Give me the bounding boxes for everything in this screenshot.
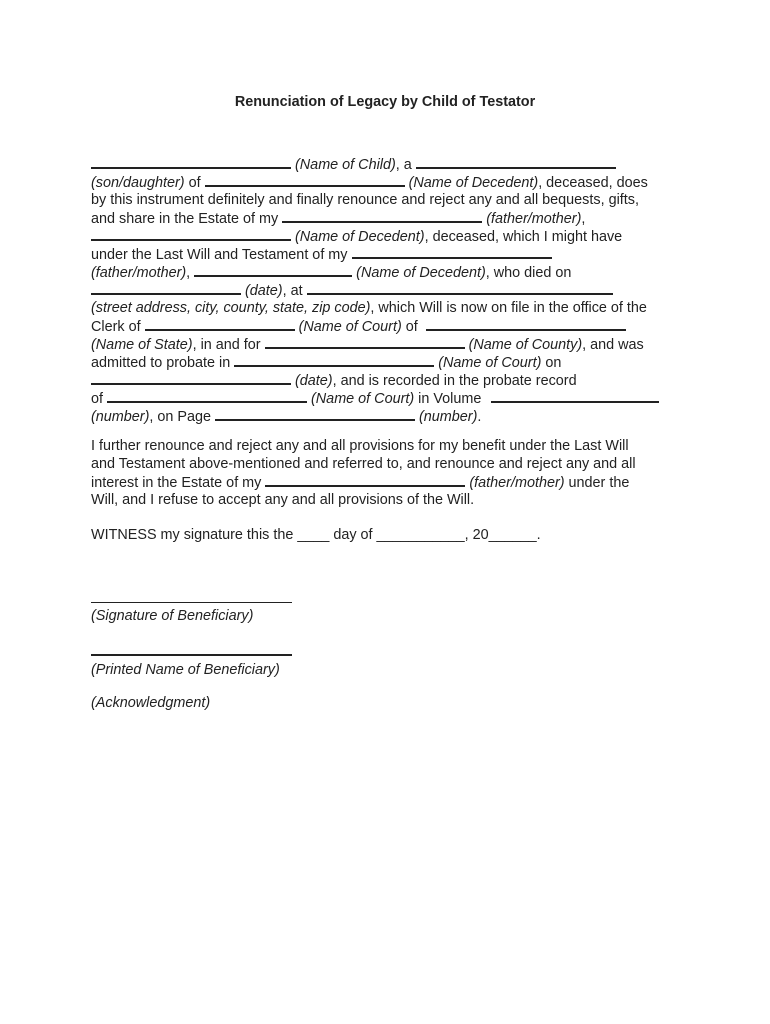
label-name-of-state: (Name of State) [91,337,193,353]
label-printed-name: (Printed Name of Beneficiary) [91,662,280,678]
text-recorded: , and is recorded in the probate record [332,373,577,389]
label-date-2: (date) [295,373,333,389]
blank-probate-date[interactable] [91,371,291,385]
text-of-start: of [91,391,107,407]
label-father-mother-1: (father/mother) [486,211,582,227]
text-who-died: , who died on [485,265,572,281]
text-deceased-which: , deceased, which I might have [424,229,623,245]
para1-line6 [91,245,552,264]
label-name-of-court-2: (Name of Court) [438,355,542,371]
para1-line10 [91,317,626,336]
text-share-estate: and share in the Estate of my [91,211,283,227]
para1-line13 [91,371,577,390]
document-title: Renunciation of Legacy by Child of Testator [234,94,536,110]
text-period: . [477,409,482,425]
para2-line1: I further renounce and reject any and all provisions for my benefit under the Last Will [91,438,629,454]
text-admitted: admitted to probate in [91,355,235,371]
label-name-of-county: (Name of County) [468,337,583,353]
label-street-address: (street address, city, county, state, zip code) [91,300,371,316]
para2-line4: Will, and I refuse to accept any and all provisions of the Will. [91,492,475,508]
text-of-short: of [401,319,418,335]
label-name-of-decedent-2: (Name of Decedent) [295,229,425,245]
blank-decedent-name-3[interactable] [194,263,352,277]
blank-parent-name-2[interactable] [352,245,552,259]
blank-state-name[interactable] [426,317,626,331]
label-number-2: (number) [419,409,478,425]
label-number-1: (number) [91,409,150,425]
label-son-daughter: (son/daughter) [91,175,185,191]
text-will-on-file: , which Will is now on file in the office of the [370,300,647,316]
blank-volume-number[interactable] [491,389,659,403]
para1-line2 [91,173,648,192]
para1-line4 [91,209,585,228]
text-clerk-of: Clerk of [91,319,145,335]
text-comma-2: , [186,265,191,281]
para2-line3 [91,473,629,492]
label-name-of-child: (Name of Child) [295,157,396,173]
blank-county-name[interactable] [265,335,465,349]
blank-parent-name-3[interactable] [265,473,465,487]
text-in-volume: in Volume [414,391,482,407]
blank-court-name-2[interactable] [234,353,434,367]
text-on: on [541,355,562,371]
blank-decedent-name-2[interactable] [91,227,291,241]
text-comma-1: , [581,211,586,227]
para2-line2: and Testament above-mentioned and referred to, and renounce and reject any and all [91,456,636,472]
blank-relationship[interactable] [416,155,616,169]
signature-caption [91,607,253,625]
para1-line3: by this instrument definitely and finally renounce and reject any and all bequests, gifts, [91,192,639,208]
label-date-1: (date) [245,283,283,299]
label-name-of-court-3: (Name of Court) [311,391,415,407]
blank-child-name[interactable] [91,155,291,169]
text-in-and-for: , in and for [192,337,265,353]
para1-line12 [91,353,561,372]
blank-court-name-1[interactable] [145,317,295,331]
para1-line14 [91,389,659,408]
label-father-mother-3: (father/mother) [469,475,565,491]
blank-court-name-3[interactable] [107,389,307,403]
para1-line11 [91,335,644,354]
text-interest-estate: interest in the Estate of my [91,475,266,491]
label-name-of-decedent-3: (Name of Decedent) [356,265,486,281]
text-at: , at [282,283,303,299]
para1-line9 [91,299,647,317]
text-and-was: , and was [582,337,644,353]
label-name-of-court-1: (Name of Court) [298,319,402,335]
blank-page-number[interactable] [215,407,415,421]
blank-address[interactable] [307,281,613,295]
label-acknowledgment: (Acknowledgment) [91,695,211,711]
text-of: of [184,175,205,191]
printed-name-line[interactable] [91,654,292,656]
label-name-of-decedent-1: (Name of Decedent) [408,175,539,191]
text-a: , a [395,157,412,173]
label-father-mother-2: (father/mother) [91,265,187,281]
blank-decedent-name-1[interactable] [205,173,405,187]
blank-death-date[interactable] [91,281,241,295]
text-under-the: under the [564,475,630,491]
acknowledgment [91,694,210,712]
para1-line8 [91,281,613,300]
text-on-page: , on Page [149,409,215,425]
witness-line: WITNESS my signature this the ____ day of ___________, 20______. [91,527,541,543]
text-under-will: under the Last Will and Testament of my [91,247,352,263]
para1-line7 [91,263,571,282]
printed-name-caption [91,661,280,679]
para1-line15 [91,407,481,426]
para1-line5 [91,227,622,246]
signature-line[interactable] [91,602,292,603]
para1-line1 [91,155,616,174]
label-signature-beneficiary: (Signature of Beneficiary) [91,608,254,624]
blank-parent-name-1[interactable] [282,209,482,223]
text-deceased-does: , deceased, does [538,175,648,191]
